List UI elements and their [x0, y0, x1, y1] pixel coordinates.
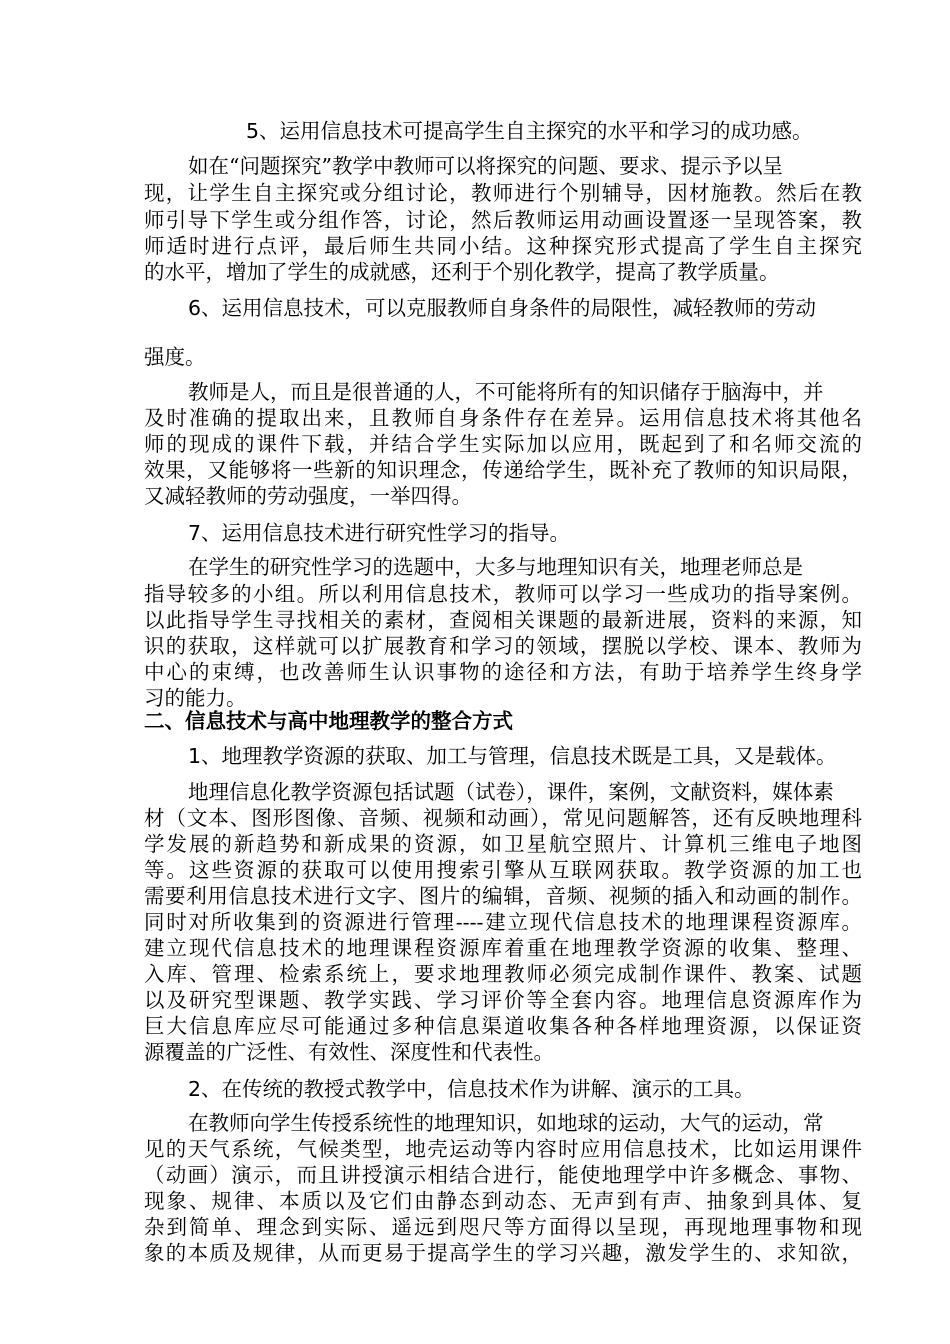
heading-6: 6、运用信息技术，可以克服教师自身条件的局限性，减轻教师的劳动 [188, 296, 817, 320]
paragraph-line: 同时对所收集到的资源进行管理----建立现代信息技术的地理课程资源库。 [144, 910, 862, 934]
paragraph-line: 以及研究型课题、教学实践、学习评价等全套内容。地理信息资源库作为 [144, 988, 862, 1012]
paragraph-line: 现象、规律、本质以及它们由静态到动态、无声到有声、抽象到具体、复 [144, 1189, 862, 1213]
paragraph-line: 巨大信息库应尽可能通过多种信息渠道收集各种各样地理资源，以保证资 [144, 1014, 862, 1038]
heading-2: 2、在传统的教授式教学中，信息技术作为讲解、演示的工具。 [188, 1077, 755, 1101]
paragraph-line: 师适时进行点评，最后师生共同小结。这种探究形式提高了学生自主探究 [144, 234, 862, 258]
paragraph-line: 的水平，增加了学生的成就感，还利于个别化教学，提高了教学质量。 [144, 260, 780, 284]
heading-5: 5、运用信息技术可提高学生自主探究的水平和学习的成功感。 [246, 119, 813, 143]
paragraph-line: 师引导下学生或分组作答，讨论，然后教师运用动画设置逐一呈现答案，教 [144, 208, 862, 232]
paragraph-line: 材（文本、图形图像、音频、视频和动画），常见问题解答，还有反映地理科 [144, 806, 862, 830]
paragraph-line: 学发展的新趋势和新成果的资源，如卫星航空照片、计算机三维电子地图 [144, 832, 862, 856]
paragraph-line: 源覆盖的广泛性、有效性、深度性和代表性。 [144, 1040, 554, 1064]
paragraph-line: 在学生的研究性学习的选题中，大多与地理知识有关，地理老师总是 [188, 555, 803, 579]
paragraph-line: 见的天气系统，气候类型，地壳运动等内容时应用信息技术，比如运用课件 [144, 1137, 862, 1161]
paragraph-line: 建立现代信息技术的地理课程资源库着重在地理教学资源的收集、整理、 [144, 936, 862, 960]
paragraph-line: 在教师向学生传授系统性的地理知识，如地球的运动，大气的运动，常 [188, 1111, 824, 1135]
paragraph-line: 等。这些资源的获取可以使用搜索引擎从互联网获取。教学资源的加工也 [144, 858, 862, 882]
paragraph-line: 效果，又能够将一些新的知识理念，传递给学生，既补充了教师的知识局限， [144, 458, 862, 482]
heading-6-continuation: 强度。 [144, 345, 206, 369]
paragraph-line: 以此指导学生寻找相关的素材，查阅相关课题的最新进展，资料的来源，知 [144, 608, 862, 632]
heading-7: 7、运用信息技术进行研究性学习的指导。 [188, 521, 571, 545]
paragraph-line: 指导较多的小组。所以利用信息技术，教师可以学习一些成功的指导案例。 [144, 582, 862, 606]
paragraph-line: 地理信息化教学资源包括试题（试卷），课件，案例，文献资料，媒体素 [188, 780, 834, 804]
paragraph-line: 现，让学生自主探究或分组讨论，教师进行个别辅导，因材施教。然后在教 [144, 181, 862, 205]
paragraph-line: 又减轻教师的劳动强度，一举四得。 [144, 484, 472, 508]
section-heading: 二、信息技术与高中地理教学的整合方式 [144, 709, 513, 733]
paragraph-line: 杂到简单、理念到实际、遥远到咫尺等方面得以呈现，再现地理事物和现 [144, 1215, 862, 1239]
paragraph-line: 及时准确的提取出来，且教师自身条件存在差异。运用信息技术将其他名 [144, 406, 862, 430]
paragraph-line: 如在“问题探究”教学中教师可以将探究的问题、要求、提示予以呈 [188, 154, 783, 178]
paragraph-line: （动画）演示，而且讲授演示相结合进行，能使地理学中许多概念、事物、 [144, 1163, 862, 1187]
heading-1: 1、地理教学资源的获取、加工与管理，信息技术既是工具，又是载体。 [188, 744, 837, 768]
paragraph-line: 教师是人，而且是很普通的人，不可能将所有的知识储存于脑海中，并 [188, 380, 824, 404]
paragraph-line: 需要利用信息技术进行文字、图片的编辑，音频、视频的插入和动画的制作。 [144, 884, 862, 908]
paragraph-line: 中心的束缚，也改善师生认识事物的途径和方法，有助于培养学生终身学 [144, 660, 862, 684]
paragraph-line: 识的获取，这样就可以扩展教育和学习的领域，摆脱以学校、课本、教师为 [144, 634, 862, 658]
paragraph-line: 入库、管理、检索系统上，要求地理教师必须完成制作课件、教案、试题 [144, 962, 862, 986]
paragraph-line: 象的本质及规律，从而更易于提高学生的学习兴趣，激发学生的、求知欲， [144, 1241, 862, 1265]
paragraph-line: 师的现成的课件下载，并结合学生实际加以应用，既起到了和名师交流的 [144, 432, 862, 456]
paragraph-line: 习的能力。 [144, 686, 247, 710]
